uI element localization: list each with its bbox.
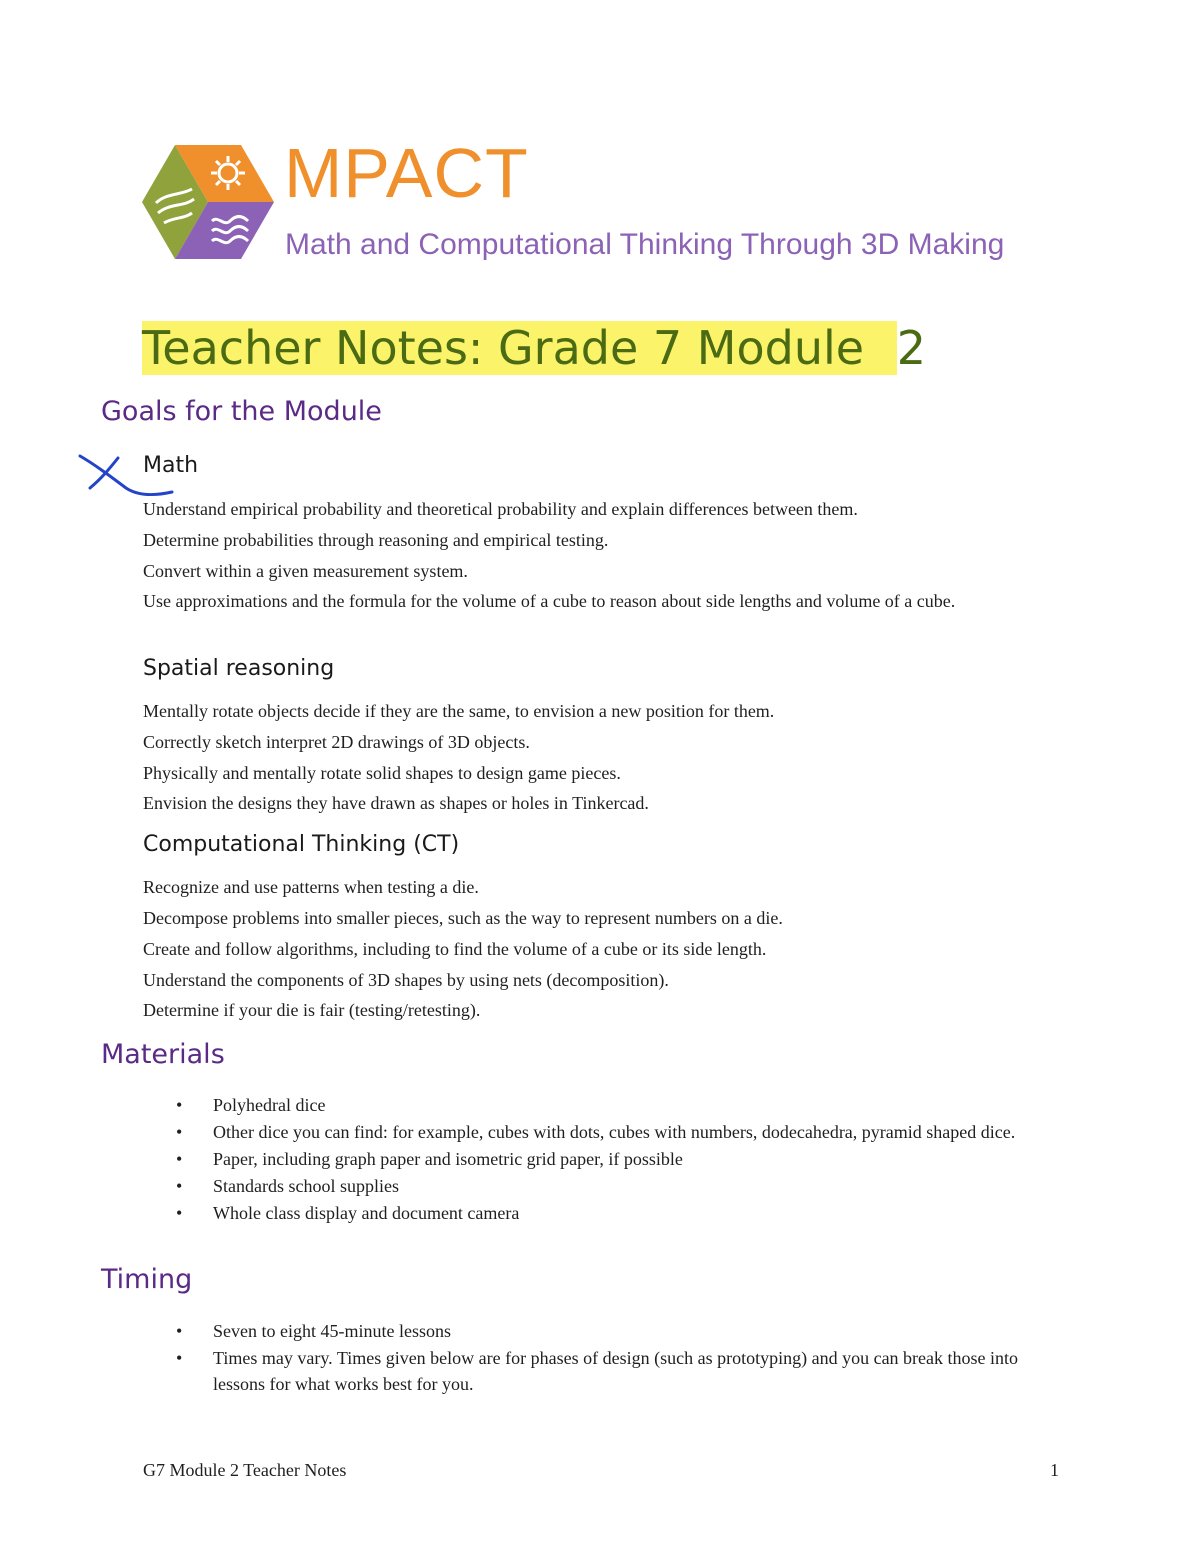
spatial-goal: Physically and mentally rotate solid shapes to design game pieces.	[143, 763, 621, 783]
math-goal: Convert within a given measurement system.	[143, 561, 468, 581]
spatial-reasoning-heading: Spatial reasoning	[143, 656, 335, 681]
bullet-icon: •	[176, 1203, 183, 1223]
footer-page-number: 1	[1050, 1460, 1059, 1480]
title-highlighted-text: Teacher Notes: Grade 7 Module	[142, 321, 897, 375]
list-item-text: Whole class display and document camera	[213, 1203, 520, 1223]
spatial-goal: Correctly sketch interpret 2D drawings of 3D objects.	[143, 732, 530, 752]
list-item	[170, 1345, 1050, 1397]
page-title	[142, 318, 926, 378]
footer-document-title: G7 Module 2 Teacher Notes	[143, 1460, 347, 1480]
ct-goal: Determine if your die is fair (testing/retesting).	[143, 1000, 481, 1020]
ct-heading: Computational Thinking (CT)	[143, 832, 460, 857]
ct-goal: Recognize and use patterns when testing a die.	[143, 877, 479, 897]
materials-list	[170, 1092, 1050, 1226]
list-item-text: Paper, including graph paper and isometric grid paper, if possible	[213, 1149, 683, 1169]
list-item	[170, 1146, 1050, 1172]
timing-list	[170, 1318, 1050, 1397]
logo-tagline: Math and Computational Thinking Through 3D Making	[285, 228, 1005, 261]
list-item-text: Other dice you can find: for example, cubes with dots, cubes with numbers, dodecahedra, pyramid shaped dice.	[213, 1122, 1016, 1142]
list-item-text: Seven to eight 45-minute lessons	[213, 1321, 451, 1341]
timing-heading: Timing	[101, 1264, 193, 1295]
spatial-goal: Envision the designs they have drawn as shapes or holes in Tinkercad.	[143, 793, 649, 813]
logo-wordmark: MPACT	[284, 134, 529, 212]
math-goal: Determine probabilities through reasoning and empirical testing.	[143, 530, 609, 550]
goals-heading: Goals for the Module	[101, 396, 382, 427]
mpact-logo	[142, 134, 1082, 263]
bullet-icon: •	[176, 1321, 183, 1341]
math-heading: Math	[143, 453, 199, 478]
list-item	[170, 1119, 1050, 1145]
list-item-text: Times may vary. Times given below are for phases of design (such as prototyping) and you can break those into lessons for what works best for you.	[213, 1348, 1019, 1394]
list-item-text: Polyhedral dice	[213, 1095, 326, 1115]
list-item	[170, 1092, 1050, 1118]
math-goal: Understand empirical probability and theoretical probability and explain differences between them.	[143, 499, 858, 519]
math-goal: Use approximations and the formula for the volume of a cube to reason about side lengths and volume of a cube.	[143, 591, 956, 611]
bullet-icon: •	[176, 1122, 183, 1142]
materials-heading: Materials	[101, 1039, 225, 1070]
ct-goal: Decompose problems into smaller pieces, such as the way to represent numbers on a die.	[143, 908, 783, 928]
list-item	[170, 1318, 1050, 1344]
bullet-icon: •	[176, 1149, 183, 1169]
title-module-number: 2	[896, 321, 926, 375]
list-item	[170, 1200, 1050, 1226]
spatial-goal: Mentally rotate objects decide if they are the same, to envision a new position for them.	[143, 701, 775, 721]
mpact-hexagon-icon	[142, 143, 274, 261]
list-item	[170, 1173, 1050, 1199]
bullet-icon: •	[176, 1348, 183, 1368]
list-item-text: Standards school supplies	[213, 1176, 399, 1196]
ct-goal: Understand the components of 3D shapes by using nets (decomposition).	[143, 970, 669, 990]
ct-goal: Create and follow algorithms, including to find the volume of a cube or its side length.	[143, 939, 767, 959]
bullet-icon: •	[176, 1176, 183, 1196]
bullet-icon: •	[176, 1095, 183, 1115]
